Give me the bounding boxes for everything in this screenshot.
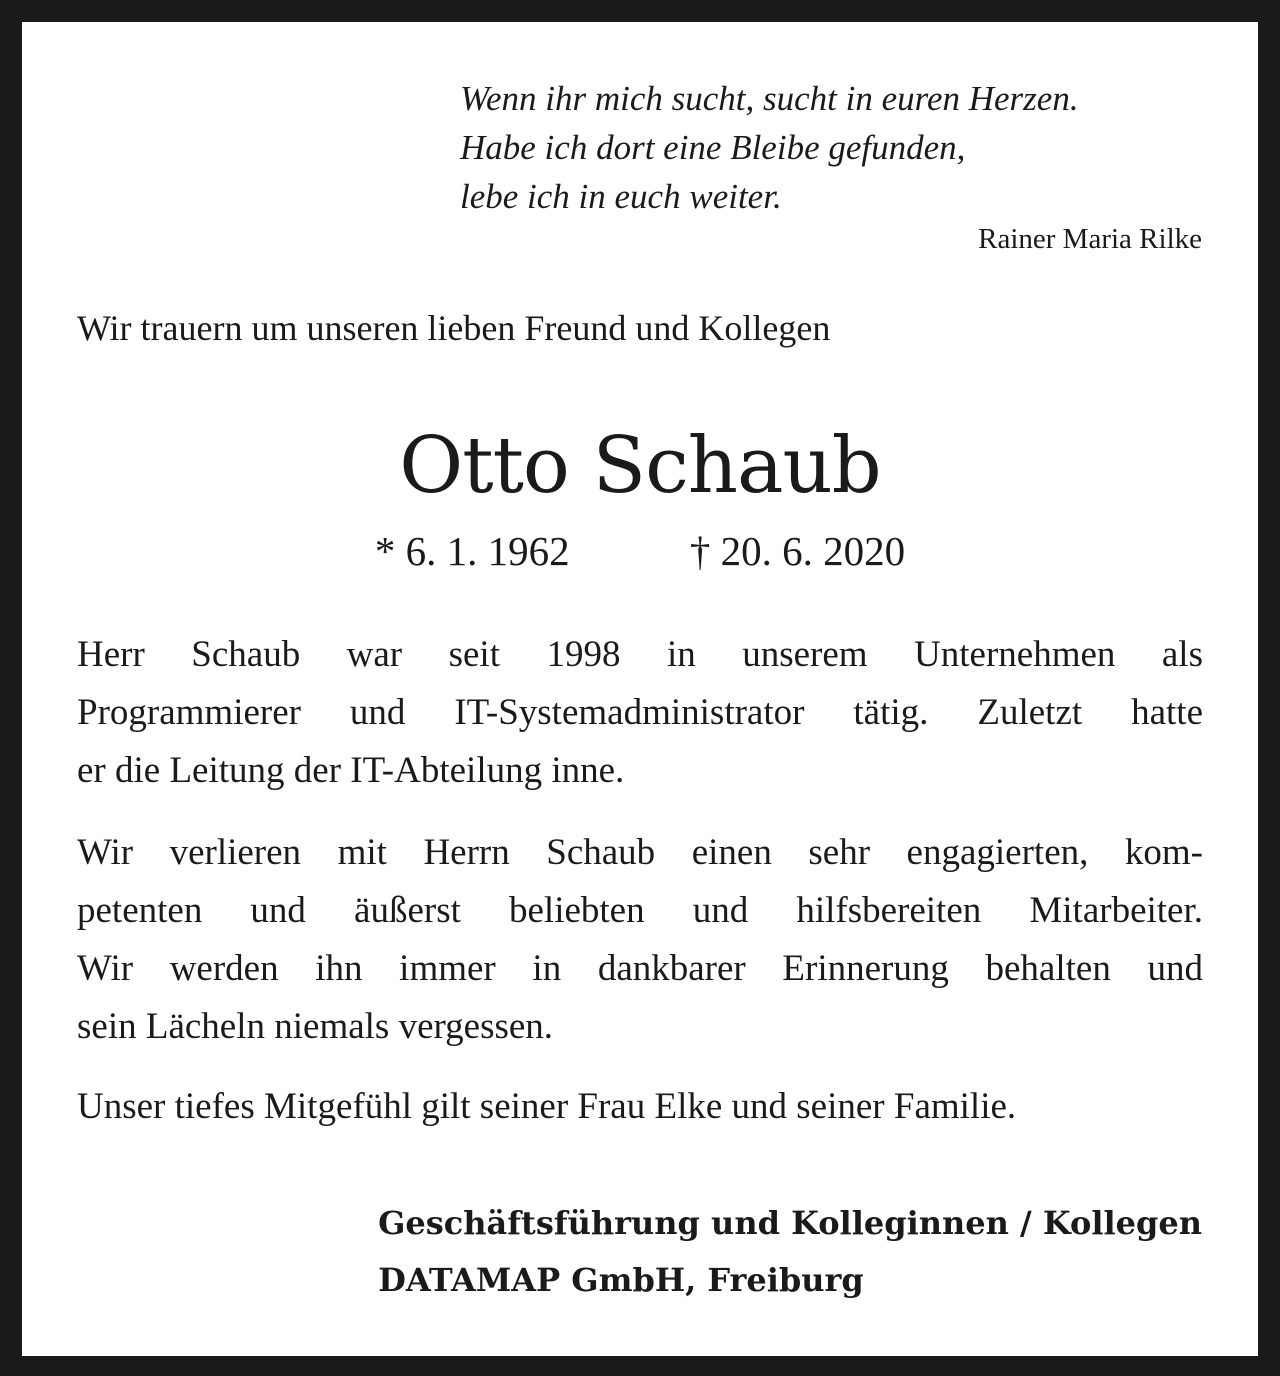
paragraph-condolence: [77, 1078, 1203, 1136]
paragraph-line: Wir werden ihn immer in dankbarer Erinnerung behalten und: [77, 948, 1203, 989]
death-date: † 20. 6. 2020: [689, 528, 906, 574]
signature-line-management: Geschäftsführung und Kolleginnen / Kollegen: [378, 1204, 1202, 1242]
deceased-name: Otto Schaub: [399, 421, 881, 511]
life-dates: [22, 526, 1258, 576]
paragraph-tribute: [77, 824, 1203, 1056]
quote-line: lebe ich in euch weiter.: [460, 177, 782, 216]
paragraph-line: sein Lächeln niemals vergessen.: [77, 1006, 554, 1047]
quote-author: Rainer Maria Rilke: [978, 223, 1202, 255]
quote-line: Habe ich dort eine Bleibe gefunden,: [460, 128, 966, 167]
paragraph-career: [77, 626, 1203, 800]
paragraph-line: Unser tiefes Mitgefühl gilt seiner Frau Elke und seiner Familie.: [77, 1086, 1017, 1127]
paragraph-line: petenten und äußerst beliebten und hilfsbereiten Mitarbeiter.: [77, 890, 1203, 931]
paragraph-line: er die Leitung der IT-Abteilung inne.: [77, 750, 625, 791]
obituary-notice: [22, 22, 1258, 1356]
birth-date: * 6. 1. 1962: [374, 528, 570, 574]
quote-line: Wenn ihr mich sucht, sucht in euren Herzen.: [460, 79, 1079, 118]
signature-block: [378, 1195, 1202, 1309]
intro-line: Wir trauern um unseren lieben Freund und Kollegen: [77, 308, 831, 348]
paragraph-line: Herr Schaub war seit 1998 in unserem Unternehmen als: [77, 634, 1203, 675]
paragraph-line: Wir verlieren mit Herrn Schaub einen sehr engagierten, kom-: [77, 832, 1203, 873]
paragraph-line: Programmierer und IT-Systemadministrator tätig. Zuletzt hatte: [77, 692, 1203, 733]
rilke-quote: [460, 74, 1079, 221]
signature-line-company: DATAMAP GmbH, Freiburg: [378, 1261, 864, 1299]
